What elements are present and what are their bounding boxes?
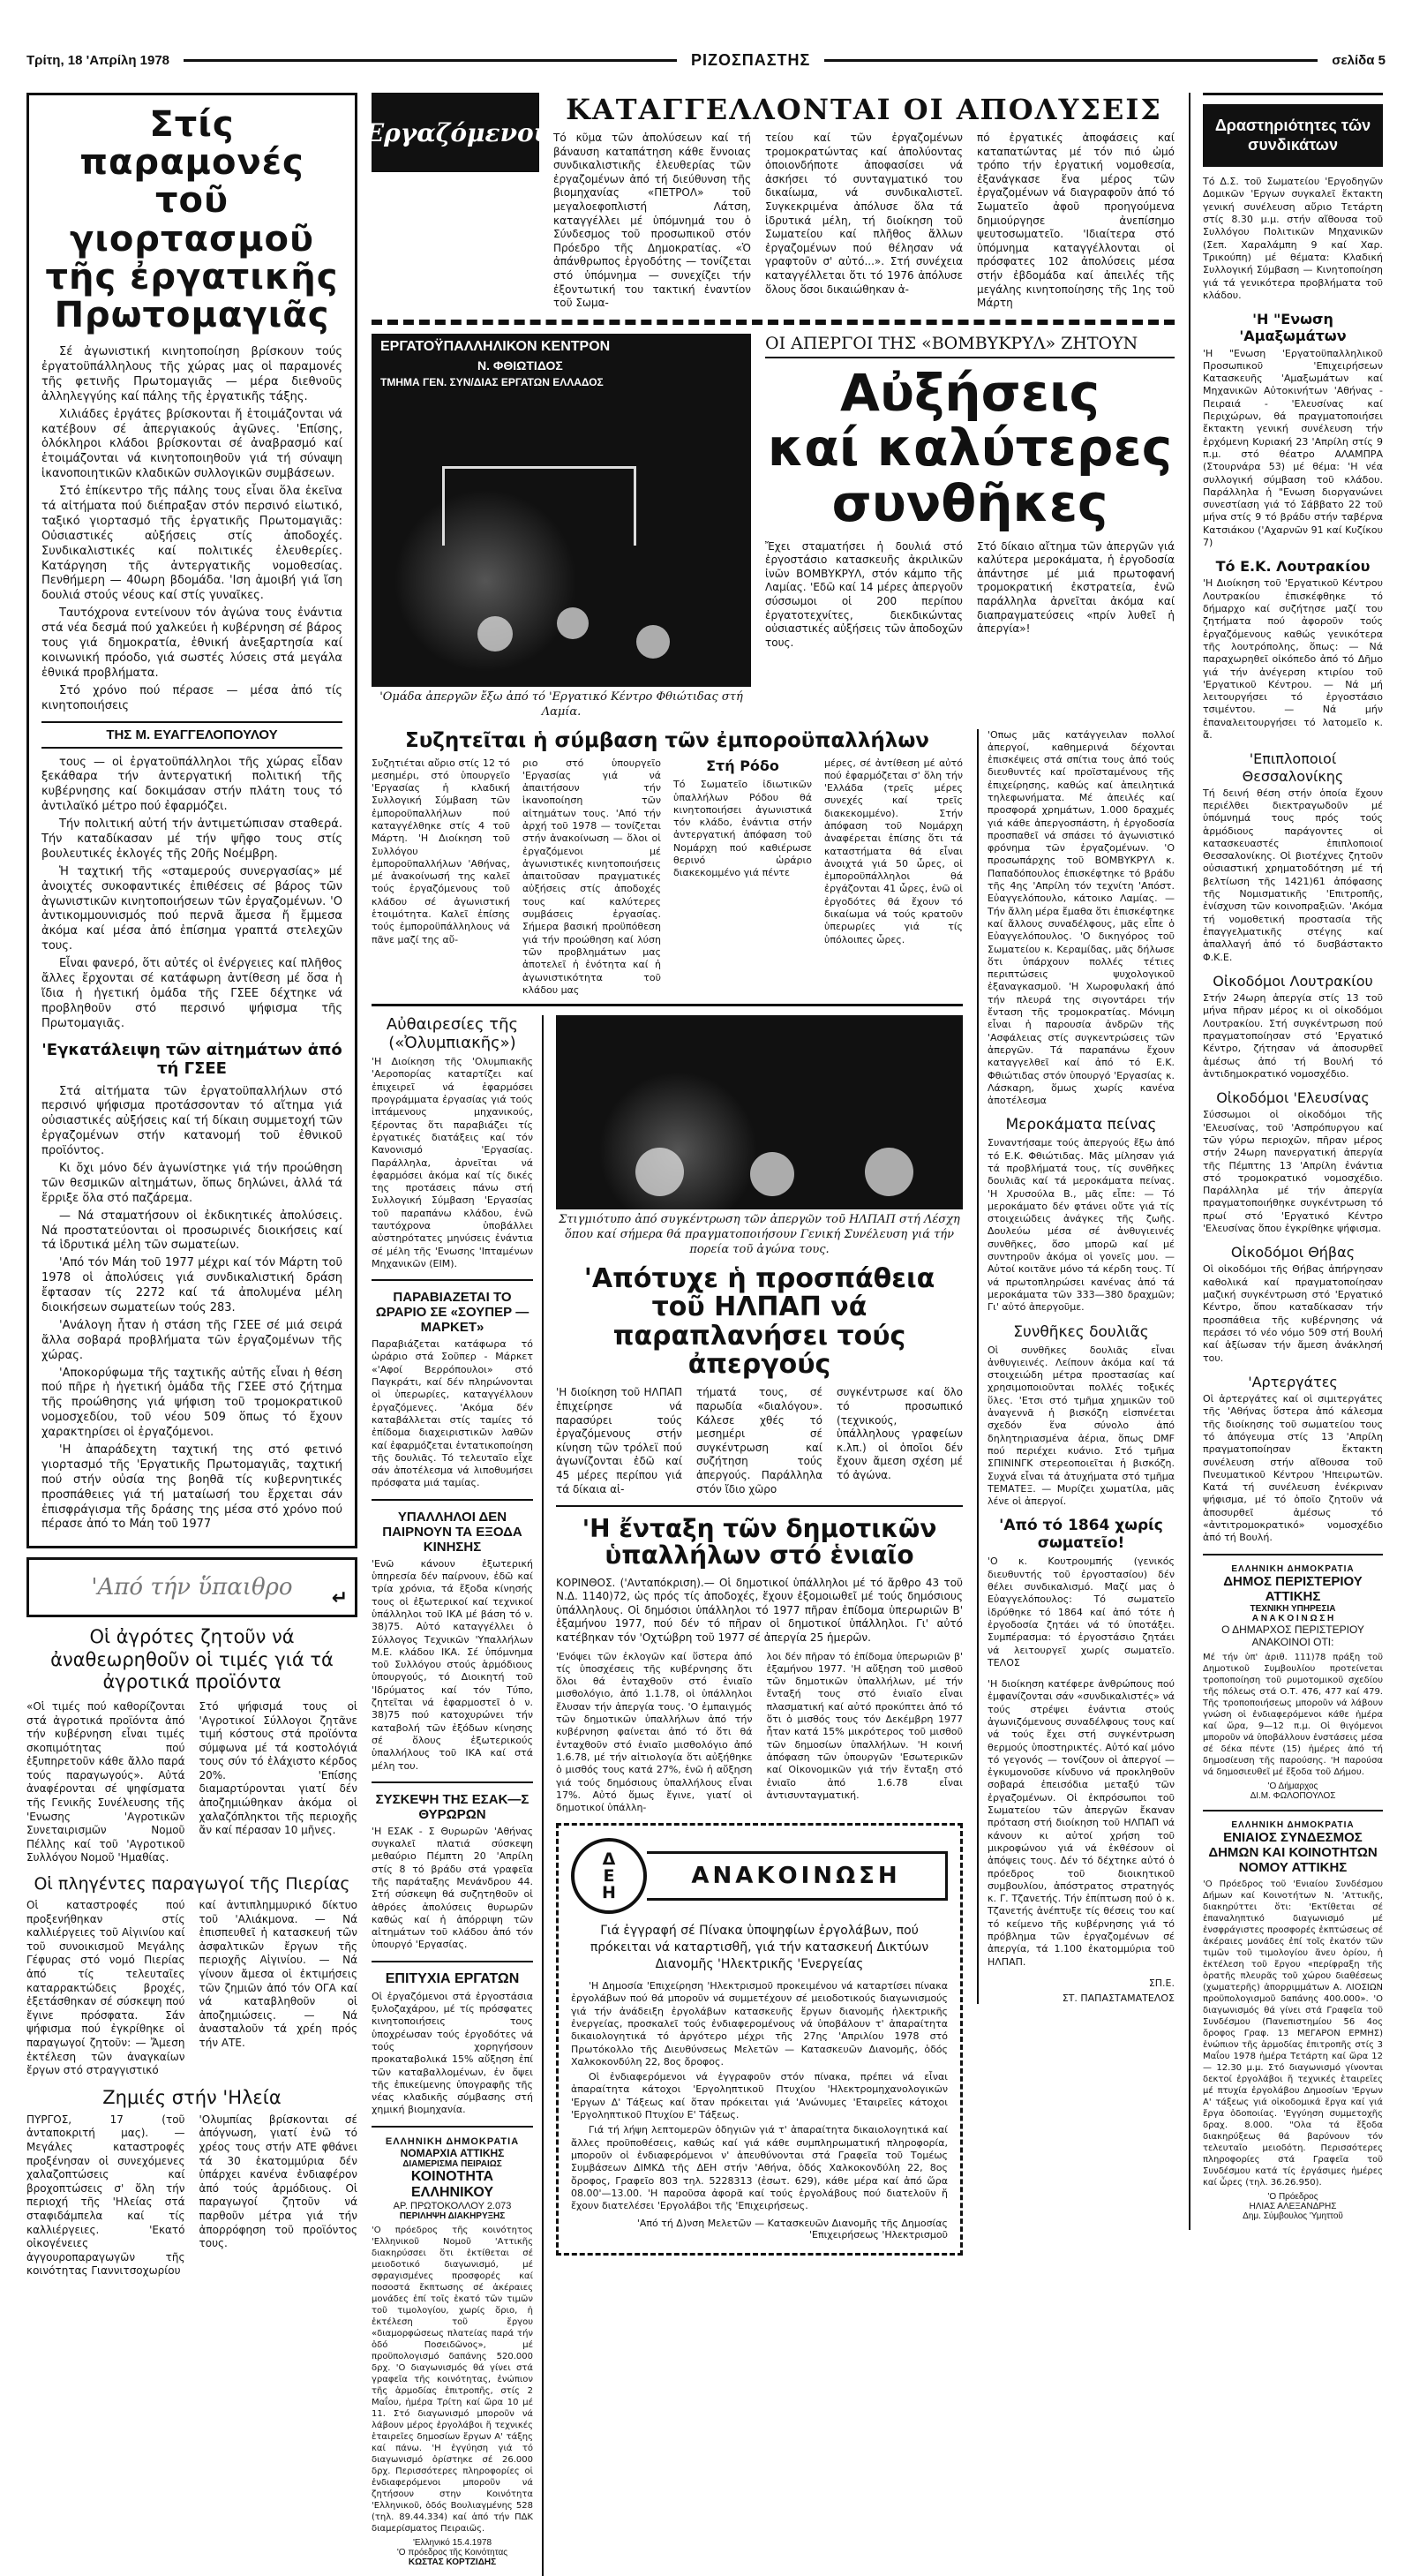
agrotes-body bbox=[26, 1700, 357, 1865]
masthead bbox=[26, 51, 1386, 70]
dashed-divider bbox=[372, 320, 1175, 325]
syndesmos-text: 'Ο Πρόεδρος τοῦ 'Ενιαίου Συνδέσμου Δήμων καί Κοινοτήτων Ν. 'Αττικῆς, διακηρύττει ὅτι: 'Εκτίθεται σέ ἐπαναληπτικό διαγωνισμό μέ ἐνσφράγιστες προσφορές ἐκπτώσεως σέ ἀκέραιες μονάδες ἐπί τοῖς ἑκατόν τῶν τιμῶν τοῦ τιμολογίου ἄνευ ὁρίου, ἡ ἐκτέλεση τοῦ ἔργου «περίφραξη τῆς ὁρατῆς πλευρᾶς τοῦ χώρου διαθέσεως (χωματερῆς) ἀπορριμμάτων Α. ΛΙΟΣΙΩΝ προϋπολογισμοῦ δαπάνης 400.000». 'Ο διαγωνισμός θά γίνει στά Γραφεῖα τοῦ Συνδέσμου (Πανεπιστημίου 56 4ος ὄροφος Γραφ. 13 ΜΕΓΑΡΟΝ ΕΡΜΗΣ) ἐνώπιον τῆς ἁρμοδίας ἐπιτροπῆς στίς 3 Μαΐου 1978 ἡμέρα Τετάρτη καί ὥρα 12 — 12.30 μ.μ. Στό διαγωνισμό γίνονται δεκτοί ἐργολάβοι ἤ τεχνικές ἑταιρεῖες μέ πτυχία ἐργολάβου Δημοσίων 'Εργων Α' τάξεως γιά οἰκοδομικά ἔργα καί γιά ἔργα ὁδοποιίας. 'Εγγύηση συμμετοχῆς δραχ. 8.000. "Ολα τά ἔξοδα διακηρύξεως θά βαρύνουν τόν τελευταῖο μειοδότη. Περισσότερες πληροφορίες στά Γραφεῖα τοῦ Συνδέσμου κατά τίς ἐργάσιμες ἡμέρες καί ὧρες (τηλ. 36.26.950). bbox=[1203, 1879, 1383, 2188]
syndicate-item-title: 'Επιπλοποιοί Θεσσαλονίκης bbox=[1242, 750, 1344, 785]
dimotikoi-article bbox=[556, 1516, 963, 1814]
ilpap-body bbox=[556, 1386, 963, 1496]
dimotikoi-body bbox=[556, 1651, 963, 1815]
signoff-spe: ΣΠ.Ε. bbox=[1148, 1977, 1175, 1989]
lead-article-body2 bbox=[41, 1085, 342, 1533]
body-paragraph: τους — οἱ ἐργατοϋπάλληλοι τῆς χώρας εἶδαν ξεκάθαρα τήν ἀντεργατική πολιτική τῆς κυβέρνησης καί δοκιμάσαν στήν πλάτη τους τό ἀντιλαϊκό μέτρο πού ἐφαρμόζει. bbox=[41, 755, 342, 814]
masthead-rule-right bbox=[824, 59, 1318, 62]
notice-line: ΠΕΡΙΛΗΨΗ ΔΙΑΚΗΡΥΞΗΣ bbox=[399, 2211, 506, 2221]
dei-title-frame bbox=[647, 1851, 948, 1901]
olympiaki-text: 'Η Διοίκηση τῆς 'Ολυμπιακῆς 'Αεροπορίας καταρτίζει καί ἐπιχειρεῖ νά ἐφαρμόσει προγράμματα ἐργασίας γιά τούς ἱπτάμενους μηχανικούς, ξέροντας ὅτι παραβιάζει τίς ἐργατικές διατάξεις καί τόν Κανονισμό 'Εργασίας. Παράλληλα, ἀρνεῖται νά ἐφαρμόσει ἀκόμα καί τίς δικές της προτάσεις πάνω στή Συλλογική Σύμβαση 'Εργασίας τοῦ παραπάνω κλάδου, ἐνῶ ταυτόχρονα ὑποβάλλει αὐστηρότατες μηνύσεις ἐνάντια σέ μέλη τῆς 'Ενωσης 'Ιπταμένων Μηχανικῶν (ΕΙΜ). bbox=[372, 1056, 533, 1269]
ilpap-col: συγκέντρωσε καί ὅλο τό προσωπικό (τεχνικούς, ὑπάλληλους γραφείων κ.λπ.) οἱ ὁποῖοι δέν ἔχουν ἄμεση σχέση μέ τό ἀγώνα. bbox=[837, 1386, 963, 1481]
emporoupalliloi-col: μέρες, σέ ἀντίθεση μέ αὐτό πού ἐφαρμόζεται σ' ὅλη τήν 'Ελλάδα (τρεῖς μέρες συνεχές καί τρεῖς διακεκομμένο). Στήν ἀπόφαση τοῦ Νομάρχη ἀναφέρεται ἐπίσης ὅτι τά καταστήματα θά εἶναι ἀνοιχτά γιά 50 ὧρες, οἱ ἐμποροϋπάλληλοι θά ἐργάζονται 41 ὧρες, ἐνῶ οἱ ἐργοδότες θά ἔχουν τό δικαίωμα νά τούς κρατοῦν ὑπερωρίες γιά τίς ὑπόλοιπες ὧρες. bbox=[824, 757, 963, 945]
divider bbox=[372, 1781, 533, 1783]
koinotita-sign-name: ΚΩΣΤΑΣ ΚΟΡΤΖΙΔΗΣ bbox=[408, 2557, 497, 2567]
epityxia-article bbox=[372, 1971, 533, 2117]
thyroroi-title: ΣΥΣΚΕΨΗ ΤΗΣ ΕΣΑΚ—Σ ΘΥΡΩΡΩΝ bbox=[375, 1791, 530, 1822]
peristeri-signoff bbox=[1203, 1781, 1383, 1801]
katagellontai-col: Τό κῦμα τῶν ἀπολύσεων καί τή βάναυση καταπάτηση κάθε ἔννοιας συνδικαλιστικῆς ἐλευθερίας τῶν ἐργαζομένων ἀπό τή διεύθυνση τῆς βιομηχανίας «ΠΕΤΡΟΛ» τοῦ μεγαλοεφοπλιστή Λάτση, καταγγέλλει μέ ὑπόμνημά του ὁ Σύνδεσμος τοῦ προσωπικοῦ στόν Πρόεδρο τῆς Δημοκρατίας. «Ὁ ἀπάνθρωπος ἐργοδότης — τονίζεται στό ὑπόμνημα — συνεχίζει τήν ἐξοντωτική του τακτική ἐναντίον τοῦ Σωμα- bbox=[553, 132, 751, 310]
lead-article-box bbox=[26, 93, 357, 1548]
syndicates-intro: Τό Δ.Σ. τοῦ Σωματείου 'Εργοδηγῶν Δομικῶν 'Εργων συγκαλεῖ ἔκτακτη γενική συνέλευση αὔριο Τετάρτη στίς 8.30 μ.μ. στήν αἴθουσα τοῦ Συλλόγου Πολιτικῶν Μηχανικῶν (Σεπ. Χαραλάμπη 9 καί Χαρ. Τρικούπη) μέ θέματα: Κλαδική Συλλογική Σύμβαση — Κινητοποίηση γιά τά γενικότερα προβλήματα τοῦ κλάδου. bbox=[1203, 176, 1383, 301]
photo-figure bbox=[636, 625, 670, 659]
lead-article-body bbox=[41, 756, 342, 1032]
syndicate-item bbox=[1203, 973, 1383, 1081]
syndicate-item-text: Τή δεινή θέση στήν ὁποία ἔχουν περιέλθει διεκτραγωδοῦν μέ ὑπόμνημά τους πρός τούς ἁρμόδιους παράγοντες οἱ κατασκευαστές ἐπιπλοποιοί Θεσσαλονίκης. Οἱ βιοτέχνες ζητοῦν οὐσιαστική χρηματοδότηση μέ τή βελτίωση τῆς 1421)61 ἀπόφασης τῆς Νομισματικῆς 'Επιτροπῆς, ἐνίσχυση τῶν κοινοπραξιῶν. 'Ακόμα τή νομοθετική προστασία τῆς ἐπαγγελματικῆς στέγης καί ἀπαλλαγή ἀπό τό δυσβάστακτο Φ.Κ.Ε. bbox=[1203, 787, 1383, 963]
agrotes-article bbox=[26, 1626, 357, 2278]
koinotita-notice-block bbox=[372, 2136, 533, 2567]
syndicate-item bbox=[1203, 1374, 1383, 1545]
dei-subtitle: Γιά ἐγγραφή σέ Πίνακα ὑποψηφίων ἐργολάβων, πού πρόκειται νά καταρτισθῆ, γιά τήν κατασκευή Δικτύων Διανομῆς 'Ηλεκτρικῆς 'Ενεργείας bbox=[590, 1924, 929, 1972]
katagellontai-col: πό ἐργατικές ἀποφάσεις καί καταπατώντας μέ τόν πιό ὠμό τρόπο τήν ἐργατική νομοθεσία, ἐξανάγκασε ἕνα μέρος τῶν ἐργαζομένων νά διαγραφοῦν ἀπό τό Σωματεῖο ἀφοῦ προηγούμενα δημιούργησε ἀνεπίσημο ψευτοσωματεῖο. 'Ιδιαίτερα στό ὑπόμνημα καταγγέλλονται οἱ πρόσφατες 102 ἀπολύσεις μέσα στήν ἐβδομάδα καί ἀπειλές τῆς μεγάλης κινητοποίησης τῆς 1ης τοῦ Μάρτη bbox=[977, 132, 1175, 310]
notice-line: ΑΤΤΙΚΗΣ bbox=[1265, 1588, 1321, 1604]
thyroroi-text: 'Η ΕΣΑΚ - Σ Θυρωρῶν 'Αθήνας συγκαλεῖ πλατιά σύσκεψη μεθαύριο Πέμπτη 20 'Απρίλη στίς 8 τό βράδυ στά γραφεῖα τῆς παράταξης Μενάνδρου 44. Στή σύσκεψη θά συζητηθοῦν οἱ ἀθρόες ἀπολύσεις θυρωρῶν καθώς καί ἡ ἀπόρριψη τῶν αἰτημάτων τοῦ κλάδου ἀπό τόν ὑπουργό 'Εργασίας. bbox=[372, 1825, 533, 1951]
body-paragraph: — Νά σταματήσουν οἱ ἐκδικητικές ἀπολύσεις. Νά προστατεύονται οἱ προσωρινές διοικήσεις καί τά ἱδρυτικά μέλη τῶν σωματείων. bbox=[41, 1209, 342, 1253]
agrotes-col: «Οἱ τιμές πού καθορίζονται στά ἀγροτικά προϊόντα ἀπό τήν κυβέρνηση εἶναι τιμές σκοπιμότητας πού ἐξυπηρετοῦν κάθε ἄλλο παρά τούς παραγωγούς». Αὐτά ἀναφέρονται σέ ψηφίσματα τῆς Γενικῆς Συνέλευσης τῆς 'Ενωσης 'Αγροτικῶν Συνεταιρισμῶν Νομοῦ Πέλλης καί τοῦ 'Αγροτικοῦ Συλλόγου Νομοῦ 'Ημαθίας. bbox=[26, 1699, 185, 1864]
vomvykryl-sub3-text: 'Ο κ. Κουτρουμπής (γενικός διευθυντής τοῦ ἐργοστασίου) δέν θέλει συνδικαλισμό. Μαζί μας ὁ Εὐαγγελόπουλος: Τό σωματεῖο ἱδρύθηκε τό 1864 καί ἀπό τότε ἡ ἐργοδοσία ζητάει νά τό ὑποτάξει. Συμπέρασμα: τό ἐργοστάσιο ζητάει νά λειτουργεῖ χωρίς σωματεῖο. ΤΕΛΟΣ bbox=[988, 1555, 1175, 1668]
vomvykryl-sub1: Μεροκάματα πείνας bbox=[1005, 1116, 1157, 1134]
body-paragraph: Ἡ ταχτική τῆς «σταμερούς συνεργασίας» μέ ἀνοιχτές συκοφαντικές ἐπιθέσεις σέ βάρος τῶν ἀγωνιστικῶν κινητοποιήσεων τῶν ἐργαζομένων. 'Ο ἀντικομμουνισμός πού περνᾶ ἄμεσα ἤ ἔμμεσα ἀκόμα καί μέσα ἀπό ἐπίσημα γραπτά στελεχῶν τους. bbox=[41, 864, 342, 953]
syndicate-item-text: Οἱ ἀρτεργάτες καί οἱ σιμιτεργάτες τῆς 'Αθήνας ὕστερα ἀπό κάλεσμα τῆς διοίκησης τοῦ σωματείου τους τό ἀπόγευμα στίς 13 'Απρίλη πραγματοποίησαν ἔκτακτη συνέλευση στήν αἴθουσα τοῦ Πνευματικοῦ Κέντρου 'Ηπειρωτῶν. Κατά τή συνέλευση ἐνέκριναν ψήφισμα, μέ τό ὁποῖο ζητοῦν νά ἀποσυρθεῖ ἀμέσως τό «ἀντιτρομοκρατικό» νομοσχέδιο ἀπό τή Βουλή. bbox=[1203, 1393, 1383, 1544]
middle-column bbox=[364, 93, 1175, 2576]
vomvykryl-kicker: ΟΙ ΑΠΕΡΓΟΙ ΤΗΣ «ΒΟΜΒΥΚΡΥΛ» ΖΗΤΟΥΝ bbox=[765, 334, 1175, 358]
katagellontai-row bbox=[364, 93, 1175, 311]
syndesmos-notice-block bbox=[1203, 1820, 1383, 2221]
ilpap-article bbox=[556, 1015, 963, 1496]
syndicates-header bbox=[1203, 104, 1383, 167]
notice-line: Α Ν Α Κ Ο Ι Ν Ω Σ Η bbox=[1251, 1613, 1334, 1623]
syndicates-header-label: Δραστηριότητες τῶν συνδικάτων bbox=[1214, 117, 1371, 154]
emporoupalliloi-body bbox=[372, 757, 963, 998]
notice-line: ΑΡ. ΠΡΩΤΟΚΟΛΛΟΥ 2.073 bbox=[393, 2200, 512, 2211]
syndicates-list bbox=[1203, 311, 1383, 1544]
supermarket-title: ΠΑΡΑΒΙΑΖΕΤΑΙ ΤΟ ΩΡΑΡΙΟ ΣΕ «ΣΟΥΠΕΡ — ΜΑΡΚΕΤ» bbox=[375, 1290, 530, 1336]
middle-lower-main bbox=[372, 729, 963, 2576]
syndicate-item bbox=[1203, 1244, 1383, 1365]
intro-paragraph: Σέ ἀγωνιστική κινητοποίηση βρίσκουν τούς ἐργατοϋπάλληλους τῆς χώρας μας οἱ παραμονές τῆς φετινῆς Πρωτομαγιᾶς — μέρα διεθνοῦς ἀλληλεγγύης καί πάλης τῆς ἐργατικῆς τάξης. bbox=[41, 345, 342, 403]
dei-paragraph: 'Η Δημοσία 'Επιχείρηση 'Ηλεκτρισμοῦ προκειμένου νά καταρτίσει πίνακα ἐργολάβων πού θά μποροῦν νά συμμετέχουν σέ μειοδοτικούς διαγωνισμούς γιά τήν ἀνάδειξη ἐργολάβων κατασκευῆς ἔργων διανομῆς ἠλεκτρικῆς ἐνεργείας, προσκαλεῖ τούς ἐνδιαφερομένους νά ὑποβάλουν τ' ἀπαραίτητα δικαιολογητικά τό ἀργότερο μέχρι τῆς 27ης 'Απριλίου 1978 στό Πρωτόκολλο τῆς Διευθύνσεως Μελετῶν — Κατασκευῶν Διανομῆς, ὁδός Χαλκοκονδύλη 22, 8ος ὄροφος. bbox=[571, 1980, 948, 2068]
notice-line: ΤΕΧΝΙΚΗ ΥΠΗΡΕΣΙΑ bbox=[1250, 1603, 1336, 1614]
agrotes-title: Οἱ ἀγρότες ζητοῦν νά ἀναθεωρηθοῦν οἱ τιμές γιά τά ἀγροτικά προϊόντα bbox=[50, 1626, 334, 1692]
epityxia-title: ΕΠΙΤΥΧΙΑ ΕΡΓΑΤΩΝ bbox=[385, 1970, 520, 1986]
pieria-col: Οἱ καταστροφές πού προξενήθηκαν στίς καλλιέργειες τοῦ Αἰγινίου καί τοῦ συνοικισμοῦ Μεγάλης Γέφυρας στό νομό Πιερίας ἀπό τίς τελευταῖες καταρρακτώδεις βροχές, ἐξετάσθηκαν σέ σύσκεψη πού ἔγινε πρόσφατα. Σάν ψήφισμα πού ἐγκρίθηκε οἱ παραγωγοί ζητοῦν: — Ἄμεση ἐκτέλεση τῶν ἀναγκαίων ἔργων στό στραγγιστικό bbox=[26, 1899, 185, 2077]
katagellontai-article bbox=[553, 93, 1175, 311]
divider bbox=[372, 1279, 533, 1281]
vomvykryl-sub1-text: Συναντήσαμε τούς ἀπεργούς ἔξω ἀπό τό Ε.Κ. Φθιώτιδας. Μᾶς μίλησαν γιά τά προβλήματά τους, τίς συνθῆκες δουλιᾶς καί τά μεροκάματα πείνας. 'Η Χρυσούλα Β., μᾶς εἶπε: — Τό μεροκάματο δέν φτάνει οὔτε γιά τίς στοιχειώδεις ἀνάγκες τῆς ζωῆς. Δουλεύω μέσα σέ ἀνθυγιεινές συνθῆκες, ὅσο μπορῶ καί μέ συντηροῦν ἀκόμα οἱ γονεῖς μου. — Αὐτοί κοιτᾶνε μόνο τά κέρδη τους. Τί νά πρωτοπληρώσει κανένας ἀπό τά μεροκάματα τῶν 333—380 δραχμῶν; Γι' αὐτό ἀπεργοῦμε. bbox=[988, 1137, 1175, 1314]
dei-body bbox=[571, 1980, 948, 2212]
notice-line: ΕΛΛΗΝΙΚΗ ΔΗΜΟΚΡΑΤΙΑ bbox=[385, 2135, 520, 2147]
dimotikoi-col: λοι δέν πῆραν τό ἐπίδομα ὑπερωριῶν β' ἑξαμήνου 1977. 'Η αὔξηση τοῦ μισθοῦ τῶν δημοτικῶν ὑπαλλήλων, μέ τήν ἔνταξή τους στό ἑνιαῖο εἶναι πλασματική καί αὐτό προκύπτει ἀπό τό ὅτι ὁ μισθός τους τόν Δεκέμβρη 1977 ἦταν κατά 15% μικρότερος τοῦ μισθοῦ τῶν δημοσίων ὑπαλλήλων. 'Η κοινή ἀπόφαση τῶν ὑπουργῶν 'Εσωτερικῶν καί Οἰκονομικῶν γιά τήν ἔνταξη στό ἑνιαῖο ἀπό 1.6.78 εἶναι ἀντισυνταγματική. bbox=[766, 1650, 963, 1801]
photo-banner-line3: ΤΜΗΜΑ ΓΕΝ. ΣΥΝ/ΔΙΑΣ ΕΡΓΑΤΩΝ ΕΛΛΑΔΟΣ bbox=[380, 375, 604, 388]
syndicate-item-title: Οἰκοδόμοι 'Ελευσίνας bbox=[1216, 1089, 1370, 1107]
katagellontai-body bbox=[553, 132, 1175, 311]
photo-lamia-block bbox=[372, 334, 751, 720]
intro-paragraph: Στό ἐπίκεντρο τῆς πάλης τους εἶναι ὅλα ἐκεῖνα τά αἰτήματα πού διέπραξαν στόν περσινό εἰωτικό, ταξικό γιορτασμό τῆς ἐργατικῆς Πρωτομαγιᾶς: Οὐσιαστικές αὐξήσεις στίς ἀποδοχές. Συνδικαλιστικές καί πολιτικές ἐλευθερίες. Κατάργηση τῆς ἀντεργατικῆς νομοθεσίας. Πενθήμερη — 40ωρη βδομάδα. 'Ιση ἀμοιβή γιά ἴση δουλιά στούς νέους καί στίς γυναῖκες. bbox=[41, 485, 342, 603]
ileia-col: 'Ολυμπίας βρίσκονται σέ ἀπόγνωση, γιατί ἐνῶ τό χρέος τους στήν ΑΤΕ φθάνει τά 30 ἑκατομμύρια δέν ὑπάρχει κανένα ἐνδιαφέρον ἀπό τούς ἁρμόδιους. Οἱ παραγωγοί ζητοῦν νά παρθοῦν μέτρα γιά τήν ἀπορρόφηση τοῦ προϊόντος τους. bbox=[199, 2113, 357, 2250]
peristeri-sign-title: 'Ο Δήμαρχος bbox=[1267, 1781, 1318, 1791]
ika-text: 'Ενῶ κάνουν ἐξωτερική ὑπηρεσία δέν παίρνουν, ἐδῶ καί τρία χρόνια, τά ἔξοδα κίνησής τους οἱ ἐξωτερικοί καί τεχνικοί ὑπάλληλοι τοῦ ΙΚΑ μέ βάση τό ν. 38)75. Αὐτό καταγγέλλει ὁ Σύλλογος Τεχνικῶν 'Υπαλλήλων Μ.Ε. κλάδου ΙΚΑ. Σέ ὑπόμνημα τοῦ Συλλόγου στούς ἁρμόδιους ὑπουργούς, τό Διοικητή τοῦ 'Ιδρύματος καί τόν Τύπο, ζητεῖται νά ἐφαρμοστεῖ ὁ ν. 38)75 πού κατοχυρώνει τήν καταβολή τῶν ἐξόδων κίνησης σέ ὅλους ἐξωτερικούς ὑπαλλήλους τοῦ ΙΚΑ καί στά μέλη του. bbox=[372, 1557, 533, 1772]
vomvykryl-row bbox=[372, 334, 1175, 720]
vomvykryl-sub2: Συνθῆκες δουλιᾶς bbox=[1013, 1322, 1149, 1341]
notice-line: ΔΗΜΩΝ ΚΑΙ ΚΟΙΝΟΤΗΤΩΝ bbox=[1208, 1844, 1378, 1860]
koinotita-sign-title: 'Ο πρόεδρος τῆς Κοινότητας bbox=[396, 2547, 508, 2557]
dei-logo-letter: Ε bbox=[603, 1865, 615, 1886]
ilpap-continued: 'Η διοίκηση κατέφερε ἀνθρώπους πού ἐμφανίζονται σάν «συνδικαλιστές» νά τούς στρέψει ἐνάντια στούς ἀγωνιζόμενους συναδέλφους τους καί νά τούς ἔχει στή συγκέντρωση θερμούς ὑποστηρικτές. Αὐτό καί μόνο τό γεγονός — τονίζουν οἱ ἀπεργοί — ἐγκυμονοῦσε κίνδυνο νά προκληθοῦν σοβαρά ἐπεισόδια μεταξύ τῶν ἐργαζομένων. Οἱ ἐκπρόσωποι τοῦ Σωματείου τῶν ἀπεργῶν ἔκαναν πρόταση στή διοίκηση τοῦ ΗΛΠΑΠ νά κάνουν κι αὐτοί χρήση τοῦ μικροφώνου γιά νά ἐκθέσουν οἱ ἀπόψεις τους. Δέν τό δέχτηκε αὐτό ὁ πρόεδρος τοῦ διοικητικοῦ συμβουλίου, ἀπόστρατος στρατηγός κ. Γ. Τζανετής. Τήν ἐπίπτωση πού ὁ κ. Τζανετής ἀνέπτυξε τίς θέσεις του καί τό κείμενο τῆς κυβέρνησης γιά τό πρόβλημα τῶν ἐργαζομένων σέ ἀπεργία, τά 1.100 ἐκατομμύρια τοῦ ΗΛΠΑΠ. bbox=[988, 1678, 1175, 1968]
return-arrow-icon: ↵ bbox=[331, 1587, 348, 1610]
right-column bbox=[1189, 93, 1383, 2230]
photo-banner-line2: Ν. ΦΘΙΩΤΙΔΟΣ bbox=[477, 358, 563, 373]
body-paragraph: Εἶναι φανερό, ὅτι αὐτές οἱ ἐνέργειες καί πλῆθος ἄλλες ἔρχονται σέ κατάφωρη ἀντίθεση μέ ὅσα ἡ ἴδια ἡ ἡγετική ὁμάδα τῆς ΓΣΕΕ δέχτηκε νά προβληθοῦν στό περσινό ψήφισμα τῆς Πρωτομαγιᾶς. bbox=[41, 957, 342, 1030]
syndicate-item bbox=[1203, 1089, 1383, 1235]
photo-ilpap-meeting bbox=[556, 1015, 963, 1209]
katagellontai-col: τείου καί τῶν ἐργαζομένων τρομοκρατώντας καί ἀπολύοντας ὁποιονδήποτε ἀποφασίσει νά ἀσκήσει τό συνταγματικό του δικαίωμα, νά συνδικαλιστεῖ. Συγκεκριμένα ἀπόλυσε ὅλα τά ἱδρυτικά μέλη, τή διοίκηση τοῦ Σωματείου καί πλῆθος ἄλλων ἐργαζομένων πού θέλησαν νά γραφτοῦν σ' αὐτό...». Στή συνέχεια καταγγέλλεται ὅτι τό 1976 ἀπόλυσε ὅλους ὅσοι δικαιώθηκαν ἀ- bbox=[765, 132, 963, 296]
middle-lower bbox=[372, 729, 1175, 2576]
dimotikoi-title: 'Η ἔνταξη τῶν δημοτικῶν ὑπαλλήλων στό ἑνιαῖο bbox=[582, 1514, 937, 1570]
agrotes-col: Στό ψήφισμά τους οἱ 'Αγροτικοί Σύλλογοι ζητᾶνε τιμή κόστους στά προϊόντα σύμφωνα μέ τά κοστολόγιά τους σύν τό ἐλάχιστο κέρδος 20%. 'Επίσης διαμαρτύρονται γιατί δέν ἀποζημιώθηκαν ἀκόμα οἱ χαλαζόπληκτοι τῆς περιοχῆς ἄν καί πέρασαν 10 μῆνες. bbox=[199, 1699, 357, 1837]
ileia-body bbox=[26, 2113, 357, 2278]
ileia-col: ΠΥΡΓΟΣ, 17 (τοῦ ἀνταποκριτή μας). — Μεγάλες καταστροφές προξένησαν οἱ συνεχόμενες χαλαζοπτώσεις καί βροχοπτώσεις σ' ὅλη τήν περιοχή τῆς 'Ηλείας στά σταφιδάμπελα καί τίς καλλιέργειες. 'Εκατό οἰκογένειες ἀγγουροπαραγωγῶν τῆς κοινότητας Γιαννιτσοχωρίου bbox=[26, 2113, 185, 2278]
notice-line: ΕΛΛΗΝΙΚΗ ΔΗΜΟΚΡΑΤΙΑ bbox=[1231, 1819, 1355, 1830]
notice-line: ΔΙΑΜΕΡΙΣΜΑ ΠΕΙΡΑΙΩΣ bbox=[402, 2158, 502, 2169]
olympiaki-title: Αὐθαιρεσίες τῆς («Ὀλυμπιακῆς») bbox=[386, 1015, 519, 1053]
agrotes-banner bbox=[26, 1557, 357, 1617]
body-paragraph: 'Η ἀπαράδεχτη ταχτική της στό φετινό γιορτασμό τῆς 'Εργατικῆς Πρωτομαγιᾶς, ταχτική πού στήν οὐσία της βοηθᾶ τίς κυβερνητικές προσπάθειες γιά τή ματαίωσή του ἔρχεται σάν ἐπισφράγισμα τῆς δράσης της μέσα στό χρόνο πού πέρασε ἀπό το Μάη τοῦ 1977 bbox=[41, 1443, 342, 1532]
dei-announcement bbox=[556, 1823, 963, 2256]
katagellontai-title: ΚΑΤΑΓΓΕΛΛΟΝΤΑΙ ΟΙ ΑΠΟΛΥΣΕΙΣ bbox=[566, 93, 1162, 126]
photo-caption-lamia: 'Ομάδα ἀπεργῶν ἔξω ἀπό τό 'Εργατικό Κέντρο Φθιώτιδας στή Λαμία. bbox=[379, 689, 743, 719]
left-column bbox=[26, 93, 357, 2287]
middle-lower-split bbox=[372, 1015, 963, 2576]
dei-paragraph: Γιά τή λήψη λεπτομερῶν ὁδηγιῶν γιά τ' ἀπαραίτητα δικαιολογητικά καί ἄλλες προϋποθέσεις, καθώς καί γιά κάθε συμπληρωματική πληροφορία, μποροῦν οἱ ἐνδιαφερόμενοι ν' ἀπευθύνονται στά Γραφεῖα τοῦ Τομέως Συμβάσεων ΔΙΜΚΔ τῆς ΔΕΗ στήν 'Αθήνα, ὁδός Χαλκοκονδύλη 22, 8ος ὄροφος, Γραφεῖο 803 τηλ. 5228313 (ἐσωτ. 629), κάθε μέρα καί ἀπό ὥρα 08.00'—13.00. 'Η παροῦσα ἀφορᾶ καί τούς ἐργολάβους πού διατελοῦν ἤ ἔχουν διατελέσει 'Εργολάβοι τῆς 'Επιχειρήσεως. bbox=[571, 2124, 948, 2212]
photo-banner-line1: ΕΡΓΑΤΟΫΠΑΛΛΗΛΙΚΟΝ ΚΕΝΤΡΟΝ bbox=[380, 338, 611, 354]
masthead-page: σελίδα 5 bbox=[1332, 53, 1386, 68]
intro-paragraph: Ταυτόχρονα εντείνουν τόν ἀγώνα τους ἐνάντια στά νέα δεσμά πού χαλκεύει ἡ κυβέρνηση σέ βάρος τους γιά δημοκρατία, ἐθνική ἀνεξαρτησία καί κοινωνική πρόοδο, γιά σωστές λύσεις στά μεγάλα ἐθνικά προβλήματα. bbox=[41, 606, 342, 680]
byline-rule-bottom bbox=[41, 747, 342, 749]
intro-paragraph: Χιλιάδες ἐργάτες βρίσκονται ἤ ἑτοιμάζονται νά κατέβουν σέ ἀπεργιακούς ἀγῶνες. 'Επίσης, ὁλόκληροι κλάδοι βρίσκονται σέ ἀναβρασμό καί ἑτοιμάζονται νά κινητοποιηθοῦν γιά τή σύναψη ἱκανοποιητικῶν κλαδικῶν συλλογικῶν συμβάσεων. bbox=[41, 407, 342, 481]
peristeri-notice bbox=[1203, 1564, 1383, 1648]
body-paragraph: Κι ὄχι μόνο δέν ἀγωνίστηκε γιά τήν προώθηση τῶν θεσμικῶν αἰτημάτων, ὅπως δηλώνει, ἀλλά τά ἔρριξε ὅλα στό παζάρεμα. bbox=[41, 1161, 342, 1205]
divider bbox=[372, 2126, 533, 2128]
rodos-text: Τό Σωματεῖο ἰδιωτικῶν ὑπαλλήλων Ρόδου θά κινητοποιήσει ἀγωνιστικά τόν κλάδο, ἐνάντια στήν ἀντεργατική ἀπόφαση τοῦ Νομάρχη πού καθιέρωσε θερινό ὡράριο διακεκομμένο γιά πέντε bbox=[673, 779, 812, 879]
short-items-column bbox=[372, 1015, 544, 2576]
photo-figure bbox=[865, 1148, 913, 1196]
syndicate-item bbox=[1203, 311, 1383, 549]
syndesmos-notice bbox=[1203, 1820, 1383, 1875]
pieria-title: Οἱ πληγέντες παραγωγοί τῆς Πιερίας bbox=[34, 1874, 350, 1894]
ileia-title: Ζημιές στήν 'Ηλεία bbox=[102, 2086, 282, 2108]
syndesmos-sign-name: ΗΛΙΑΣ ΑΛΕΞΑΝΔΡΗΣ bbox=[1249, 2201, 1337, 2211]
wide-stack bbox=[556, 1015, 963, 2264]
divider bbox=[372, 1961, 533, 1962]
masthead-rule-left bbox=[184, 59, 677, 62]
vomvykryl-lead-col: Ἔχει σταματήσει ἡ δουλιά στό ἐργοστάσιο κατασκευῆς ἀκριλικῶν ἰνῶν ΒΟΜΒΥΚΡΥΛ, στόν κάμπο τῆς Λαμίας. 'Εδῶ καί 14 μέρες ἀπεργοῦν σύσσωμοι οἱ 200 περίπου ἐργατοτεχνίτες, διεκδικώντας οὐσιαστικές αὐξήσεις τῶν ἀποδοχῶν τους. bbox=[765, 539, 963, 649]
dei-logo-letter: Η bbox=[602, 1882, 616, 1902]
vomvykryl-title-line: Αὐξήσεις bbox=[839, 362, 1100, 423]
koinotita-date: 'Ελληνικό 15.4.1978 bbox=[412, 2537, 492, 2548]
syndicate-item-text: Σύσσωμοι οἱ οἰκοδόμοι τῆς 'Ελευσίνας, τοῦ 'Ασπρόπυργου καί τῶν γύρω περιοχῶν, πῆραν μέρος στήν 24ωρη πανεργατική ἀπεργία τῆς Πέμπτης 13 'Απρίλη ἐνάντια στό τρομοκρατικό νομοσχέδιο. Παράλληλα μέ τήν ἀπεργία πραγματοποιήθηκε συγκέντρωση τό πρωί στό 'Εργατικό Κέντρο 'Ελευσίνας ὅπου ἐγκρίθηκε ψήφισμα. bbox=[1203, 1109, 1383, 1234]
photo-figure bbox=[477, 616, 513, 652]
divider bbox=[556, 1505, 963, 1507]
vomvykryl-title bbox=[765, 362, 1175, 533]
emporoupalliloi-col: Συζητιέται αὔριο στίς 12 τό μεσημέρι, στό ὑπουργεῖο 'Εργασίας ἡ κλαδική Συλλογική Σύμβαση τῶν ἐμποροϋπαλλήλων πού καταγγέλθηκε στίς 4 τοῦ Μάρτη. 'Η Διοίκηση τοῦ Συλλόγου ἐμποροϋπαλλήλων 'Αθήνας, μέ ἀνακοίνωσή της καλεῖ τούς ἐργαζόμενους τοῦ κλάδου σέ ἀγωνιστική ἑτοιμότητα. Καλεῖ ἐπίσης τούς ἐμποροϋπάλληλους νά πᾶνε μαζί της αὔ- bbox=[372, 757, 510, 945]
body-paragraph: Στά αἰτήματα τῶν ἐργατοϋπαλλήλων στό περσινό ψήφισμα προτάσσονταν τό αἴτημα γιά οὐσιαστικές αὐξήσεις καί τή δίκαιη συμμετοχή τῶν ἐργαζομένων στήν κατανομή τοῦ ἐθνικοῦ προϊόντος. bbox=[41, 1084, 342, 1158]
pieria-body bbox=[26, 1899, 357, 2078]
peristeri-notice-block bbox=[1203, 1564, 1383, 1801]
dei-paragraph: Οἱ ἐνδιαφερόμενοι νά ἐγγραφοῦν στόν πίνακα, πρέπει νά εἶναι ἀπαραίτητα κάτοχοι 'Εργοληπτικοῦ Πτυχίου 'Ηλεκτρομηχανολογικῶν 'Εργων Δ' Τάξεως καί ὅταν πρόκειται γιά 'Ανώνυμες 'Εταιρεῖες κάτοχοι 'Εργοληπτικοῦ Πτυχίου Ε' Τάξεως. bbox=[571, 2071, 948, 2121]
agrotes-banner-label: 'Από τήν ὕπαιθρο bbox=[91, 1574, 293, 1601]
dei-title: ΑΝΑΚΟΙΝΩΣΗ bbox=[691, 1863, 901, 1890]
section-logo bbox=[364, 93, 546, 172]
syndicate-item-title: Τό Ε.Κ. Λουτρακίου bbox=[1215, 558, 1371, 576]
vomvykryl-lead-col: Στό δίκαιο αἴτημα τῶν ἀπεργῶν γιά καλύτερα μεροκάματα, ἡ ἐργοδοσία ἀπάντησε μέ μιά πρωτοφανή τρομοκρατική ἐκστρατεία, ἐνῶ παράλληλα ἀρνεῖται ἀκόμα καί διαπραγματεύσεις «πρίν λυθεῖ ἡ ἀπεργία»! bbox=[977, 539, 1175, 636]
syndesmos-signoff bbox=[1203, 2192, 1383, 2221]
photo-window bbox=[442, 466, 636, 546]
syndicate-item-title: 'Η "Ενωση 'Αμαξωμάτων bbox=[1239, 311, 1347, 345]
notice-line: ΔΗΜΟΣ ΠΕΡΙΣΤΕΡΙΟΥ bbox=[1223, 1573, 1363, 1589]
dei-header bbox=[571, 1838, 948, 1914]
notice-line: Ο ΔΗΜΑΡΧΟΣ ΠΕΡΙΣΤΕΡΙΟΥ ΑΝΑΚΟΙΝΟΙ ΟΤΙ: bbox=[1221, 1623, 1364, 1648]
syndicate-item-text: Στήν 24ωρη ἀπεργία στίς 13 τοῦ μήνα πῆραν μέρος κι οἱ οἰκοδόμοι Λουτρακίου. Στή συγκέντρωση πού πραγματοποίησαν στό 'Εργατικό Κέντρο, ζήτησαν νά ἀποσυρθεῖ ἀμέσως ἀπό τή Βουλή τό ἀντιδημοκρατικό νομοσχέδιο. bbox=[1203, 992, 1383, 1080]
syndicate-item-text: 'Η "Ενωση 'Εργατοϋπαλληλικοῦ Προσωπικοῦ 'Επιχειρήσεων Κατασκευῆς 'Αμαξωμάτων καί Μηχανικῶν Αὐτοκινήτων 'Αθήνας - Πειραιά - 'Ελευσίνας καί Περιχώρων, θά πραγματοποιήσει ἔκτακτη γενική συνέλευση τήν ἐρχόμενη Κυριακή 23 'Απρίλη στίς 9 π.μ. στό θέατρο ΑΛΑΜΠΡΑ (Στουρνάρα 53) μέ θέμα: 'Η νέα συλλογική σύμβαση τοῦ κλάδου. Παράλληλα ἡ "Ενωση διοργανώνει συνεστίαση γιά τό Σάββατο 22 τοῦ μήνα στίς 9 τό βράδυ στήν ταβέρνα Κατσιάκου ('Αχαρνῶν 91 καί Κυζίκου 7) bbox=[1203, 347, 1383, 548]
dei-logo bbox=[571, 1838, 647, 1914]
body-paragraph: 'Από τόν Μάη τοῦ 1977 μέχρι καί τόν Μάρτη τοῦ 1978 οἱ ἀπολύσεις γιά συνδικαλιστική δράση ἔφτασαν τίς 2272 καί τά ἀπολυμένα μέλη διοικήσεων σωματείων τούς 283. bbox=[41, 1256, 342, 1314]
dei-logo-letter: Δ bbox=[602, 1849, 616, 1869]
dimotikoi-col: 'Ενόψει τῶν ἐκλογῶν καί ὕστερα ἀπό τίς ὑποσχέσεις τῆς κυβέρνησης ὅτι ὅλοι θά ἐνταχθοῦν στό ἑνιαῖο μισθολόγιο, ἀπό 1.1.78, οἱ ὑπάλληλοι ἔλυσαν τήν ἀπεργία τους. 'Ο ἐμπαιγμός τῶν δημοτικῶν ὑπαλλήλων ἀπό τήν κυβέρνηση φαίνεται ἀπό τό ὅτι θά ἐνταχθοῦν στό ἑνιαῖο μισθολόγιο ἀπό 1.6.78, μέ τήν αἰτιολογία ὅτι αὐξήθηκε ὁ μισθός τους κατά 27%, ἐνῶ ἡ αὔξηση γιά τούς δημόσιους ὑπαλλήλους εἶναι 17%. Αὐτό ὅμως ἔγινε, γιατί οἱ δημοτικοί ὑπάλλη- bbox=[556, 1650, 753, 1814]
notice-line: ΕΝΙΑΙΟΣ ΣΥΝΔΕΣΜΟΣ bbox=[1223, 1829, 1363, 1845]
syndicate-item-text: Οἱ οἰκοδόμοι τῆς Θήβας ἀπήργησαν καθολικά καί πραγματοποίησαν μαζική συγκέντρωση στό 'Εργατικό Κέντρο, ὅπου καταδίκασαν τήν προσπάθεια τῆς κυβέρνησης νά περάσει τό νέο νόμο 509 στή Βουλή καί ἀξίωσαν τήν ἄμεση ἀνάκλησή του. bbox=[1203, 1263, 1383, 1364]
koinotita-text: 'Ο πρόεδρος τῆς κοινότητος 'Ελληνικοῦ Νομοῦ 'Αττικῆς διακηρύσσει ὅτι ἐκτίθεται σέ μειοδοτικό διαγωνισμό, μέ σφραγισμένες προσφορές καί ποσοστά ἔκπτωσης σέ ἀκέραιες μονάδες ἐπί τοῖς ἑκατό τῶν τιμῶν τοῦ τιμολογίου, χωρίς ὅριο, ἡ ἐκτέλεση τοῦ ἔργου «διαμορφώσεως πλατείας παρά τήν ὁδό Ποσειδῶνος», μέ προϋπολογισμό δαπάνης 520.000 δρχ. 'Ο διαγωνισμός θά γίνει στά γραφεῖα τῆς κοινότητας, ἐνώπιον τῆς ἁρμοδίας ἐπιτροπῆς, στίς 2 Μαΐου, ἡμέρα Τρίτη καί ὥρα 10 μέ 11. Στό διαγωνισμό μποροῦν νά λάβουν μέρος ἐργολάβοι ἤ τεχνικές ἑταιρεῖες δημοσίων ἔργων Α' τάξης καί πάνω. 'Η ἐγγύηση γιά τό διαγωνισμό ὁρίστηκε σέ 26.000 δρχ. Περισσότερες πληροφορίες οἱ ἐνδιαφερόμενοι μποροῦν νά ζητήσουν στην Κοινότητα 'Ελληνικοῦ, ὁδός Βουλιαγμένης 528 (τηλ. 89.44.334) καί ἀπό τήν ΠΔΚ διαμερίσματος Πειραιῶς. bbox=[372, 2225, 533, 2534]
vomvykryl-sub3: 'Από τό 1864 χωρίς σωματεῖο! bbox=[999, 1517, 1163, 1553]
photo-caption-ilpap: Στιγμιότυπο ἀπό συγκέντρωση τῶν ἀπεργῶν τοῦ ΗΛΠΑΠ στή Λέσχη ὅπου καί σήμερα θά πραγματοποιήσουν Γενική Συνέλευση γιά τήν πορεία τοῦ ἀγώνα τους. bbox=[559, 1213, 960, 1256]
vomvykryl-side-text: 'Οπως μᾶς κατάγγειλαν πολλοί ἀπεργοί, καθημερινά δέχονται ἐπισκέψεις στά σπίτια τους ἀπό τούς διευθυντές καί προϊσταμένους τῆς ἐπιχείρησης, καθώς καί ἀπειλητικά τηλεφωνήματα. Μέ ἀπειλές καί προσφορά χρημάτων, 1.000 δραχμές γιά κάθε ἀπεργοσπάστη, ἡ ἐργοδοσία προσπαθεῖ νά σπάσει τό ἀγωνιστικό φρόνημα τῶν ἐργαζομένων. 'Ο προσωπάρχης τοῦ ΒΟΜΒΥΚΡΥΛ κ. Παπαδόπουλος ἐπισκέφτηκε τό βράδυ τῆς 4ης 'Απρίλη τόν τεχνίτη 'Απόστ. Εὐαγγελόπουλο, κάτοικο Λαμίας. — Τήν ἄλλη μέρα ἔμαθα ὅτι ἐπισκέφτηκε καί ἄλλους συναδέλφους, μᾶς εἶπε ὁ Εὐαγγελόπουλος. 'Ο δικηγόρος τοῦ Σωματείου κ. Κεραμίδας, μᾶς δήλωσε ὅτι ὑπάρχουν πολλές τέτιες περιπτώσεις ψυχολογικοῦ ἐξαναγκασμοῦ. 'Η Χωροφυλακή ἀπό τήν πλευρά της σιγοντάρει τήν ἔνταση τῆς τρομοκρατίας. Μόνιμη εἶναι ἡ παρουσία ἀνδρῶν τῆς 'Ασφάλειας στίς συγκεντρώσεις τῶν ἀπεργῶν. Τά παραπάνω ἔχουν καταγγελθεῖ καί ἀπό τό Ε.Κ. Φθιώτιδας στόν ὑπουργό 'Εργασίας κ. Λάσκαρη, ὅμως χωρίς κανένα ἀποτέλεσμα bbox=[988, 728, 1175, 1107]
koinotita-notice bbox=[372, 2136, 533, 2221]
notice-line: ΝΟΜΟΥ ΑΤΤΙΚΗΣ bbox=[1238, 1859, 1348, 1875]
body-paragraph: 'Αποκορύφωμα τῆς ταχτικῆς αὐτῆς εἶναι ἡ θέση πού πῆρε ἡ ἡγετική ὁμάδα τῆς ΓΣΕΕ στό ζήτημα τῆς προώθησης γιά ψήφιση τοῦ τρομοκρατικοῦ νομοσχεδίου, τοῦ νέου 509 ὅπως τό ἔχουν χαρακτηρίσει οἱ ἐργαζόμενοι. bbox=[41, 1366, 342, 1440]
ilpap-col: 'Η διοίκηση τοῦ ΗΛΠΑΠ ἐπιχείρησε νά παρασύρει τούς ἐργαζόμενους στήν κίνηση τῶν τρόλεϊ πού ἀγωνίζονται ἐδῶ καί 45 μέρες περίπου γιά τά δίκαια αἰ- bbox=[556, 1386, 682, 1495]
ilpap-title: 'Απότυχε ἡ προσπάθεια τοῦ ΗΛΠΑΠ νά παραπλανήσει τούς ἀπεργούς bbox=[583, 1262, 935, 1380]
photo-figure bbox=[750, 1152, 794, 1196]
lead-article-title: Στίς παραμονές τοῦ γιορτασμοῦ τῆς ἐργατικῆς Πρωτομαγιᾶς bbox=[45, 104, 339, 335]
syndicate-item bbox=[1203, 558, 1383, 742]
emporoupalliloi-title: Συζητεῖται ἡ σύμβαση τῶν ἐμποροϋπαλλήλων bbox=[405, 728, 929, 752]
emporoupalliloi-col: ριο στό ὑπουργεῖο 'Εργασίας γιά νά ἀπαιτήσουν τήν ἱκανοποίηση τῶν αἰτημάτων τους. 'Από τήν ἀρχή τοῦ 1978 — τονίζεται στήν ἀνακοίνωση — ὅλοι οἱ ἐργαζόμενοι μέ ἀγωνιστικές κινητοποιήσεις ἀπαιτοῦσαν πραγματικές αὐξήσεις στίς ἀποδοχές τους καί καλύτερες συμβάσεις ἐργασίας. Σήμερα βασική προϋπόθεση γιά τήν προώθηση καί λύση τῶν προβλημάτων μας ἀποτελεῖ ἡ ἑνότητα καί ἡ ἀγωνιστικότητα τοῦ κλάδου μας bbox=[522, 757, 661, 996]
lead-article-intro bbox=[41, 345, 342, 713]
vomvykryl-side-column bbox=[977, 729, 1175, 2004]
photo-figure bbox=[557, 607, 589, 639]
emporoupalliloi-rule bbox=[372, 1004, 963, 1006]
pieria-col: καί ἀντιπλημμυρικό δίκτυο τοῦ 'Αλιάκμονα. — Νά ἐπισπευθεῖ ἡ κατασκευή τῶν ἀσφαλτικῶν ἔργων τῆς περιοχῆς Αἰγινίου. — Νά γίνουν ἄμεσα οἱ ἐκτιμήσεις τῶν ζημιῶν ἀπό τόν ΟΓΑ καί νά καταβληθοῦν οἱ ἀποζημιώσεις. — Νά ἀνασταλοῦν τά χρέη πρός τήν ΑΤΕ. bbox=[199, 1899, 357, 2049]
section-logo-label: Εργαζόμενοι bbox=[364, 117, 546, 147]
lead-article-byline: ΤΗΣ Μ. ΕΥΑΓΓΕΛΟΠΟΥΛΟΥ bbox=[106, 727, 278, 742]
epityxia-text: Οἱ ἐργαζόμενοι στά ἐργοστάσια ξυλοζαχάρου, μέ τίς πρόσφατες κινητοποιήσεις τους ὑποχρέωσαν τούς ἐργοδότες νά τούς χορηγήσουν προκαταβολικά 15% αὔξηση ἐπί τῶν καταβαλλομένων, ἐν ὄψει τῆς ἐπικείμενης ὑπογραφῆς τῆς νέας κλαδικῆς σύμβασης στή χημική βιομηχανία. bbox=[372, 1990, 533, 2116]
syndicate-item-title: Οἰκοδόμοι Λουτρακίου bbox=[1213, 972, 1373, 990]
ilpap-col: τήματά τους, σέ παρωδία «διαλόγου». Κάλεσε χθές τό μεσημέρι σέ συγκέντρωση καί συζήτηση τούς ἀπεργούς. Παράλληλα στόν ἴδιο χῶρο bbox=[696, 1386, 822, 1495]
dimotikoi-lead: ΚΟΡΙΝΘΟΣ. ('Ανταπόκριση).— Οἱ δημοτικοί ὑπάλληλοι μέ τό ἄρθρο 43 τοῦ Ν.Δ. 1140)72, ὡς πρός τίς ἀποδοχές, ἔχουν ἐξομοιωθεῖ μέ τούς δημόσιους ὑπάλληλους. Οἱ δημόσιοι ὑπάλληλοι τό 1977 πῆραν ἐπίδομα ὑπερωριῶν Β' ἑξαμήνου 1977, πού δέν τό πῆραν οἱ δημοτικοί ὑπάλληλοι. Γι' αὐτό κατέβηκαν τόν 'Οχτώβρη τοῦ 1977 σέ ἀπεργία 25 ἡμερῶν. bbox=[556, 1576, 963, 1644]
lead-article-subhead: 'Εγκατάλειψη τῶν αἰτημάτων ἀπό τή ΓΣΕΕ bbox=[41, 1040, 342, 1078]
masthead-date: Τρίτη, 18 'Απρίλη 1978 bbox=[26, 53, 170, 68]
dei-sign: 'Από τή Δ)νση Μελετῶν — Κατασκευῶν Διανομῆς τῆς Δημοσίας 'Επιχειρήσεως 'Ηλεκτρισμοῦ bbox=[636, 2218, 948, 2241]
supermarket-text: Παραβιάζεται κατάφωρα τό ὡράριο στά Σοῦπερ - Μάρκετ «'Αφοί Βερρόπουλοι» στό Παγκράτι, καί δέν πληρώνονται οἱ ὑπερωρίες, καταγγέλλουν ἐργαζόμενες. 'Ακόμα δέν καταβάλλεται στίς ταμίες τό ἐπίδομα διαχειριστικῶν λαθῶν καί ἐφαρμόζεται ἐντατικοποίηση τῆς δουλιᾶς. Τό τελευταῖο εἶχε σάν ἀποτέλεσμα νά λιποθυμήσει πρόσφατα μιά ταμίας. bbox=[372, 1338, 533, 1489]
vomvykryl-lead bbox=[765, 540, 1175, 651]
supermarket-article bbox=[372, 1290, 533, 1490]
ika-title: ΥΠΑΛΛΗΛΟΙ ΔΕΝ ΠΑΙΡΝΟΥΝ ΤΑ ΕΞΟΔΑ ΚΙΝΗΣΗΣ bbox=[382, 1509, 522, 1555]
thyroroi-article bbox=[372, 1792, 533, 1952]
divider bbox=[372, 1499, 533, 1501]
photo-strikers-lamia bbox=[372, 334, 751, 687]
syndesmos-sign-role: Δημ. Σύμβουλος 'Υμηττοῦ bbox=[1243, 2211, 1343, 2221]
vomvykryl-article bbox=[765, 334, 1175, 651]
ika-article bbox=[372, 1510, 533, 1773]
syndesmos-sign-title: 'Ο Πρόεδρος bbox=[1267, 2191, 1318, 2202]
syndicate-item-title: Οἰκοδόμοι Θήβας bbox=[1230, 1244, 1356, 1262]
syndicate-item-text: 'Η Διοίκηση τοῦ 'Εργατικοῦ Κέντρου Λουτρακίου ἐπισκέφθηκε τό δήμαρχο καί συζήτησε μαζί του ζητήματα πού ἀφοροῦν τούς ἐργαζόμενους καθώς γενικότερα τῆς λουτρόπολης, ὅπως: — Νά παραχωρηθεῖ οἰκόπεδο ἀπό τό Δῆμο γιά τήν ἀνέγερση κτιρίου τοῦ 'Εργατικοῦ Κέντρου. — Νά μή λειτουργήσει τό ἐργοστάσιο τσιμέντου. — Νά μήν ἐπαναλειτουργήσει τό λατομεῖο κ. ἄ. bbox=[1203, 577, 1383, 742]
peristeri-sign-name: ΔΙ.Μ. ΦΩΛΟΠΟΥΛΟΣ bbox=[1250, 1790, 1336, 1801]
body-paragraph: Τήν πολιτική αὐτή τήν ἀντιμετώπισαν σταθερά. Τήν καταδίκασαν μέ τήν ψῆφο τους στίς βουλευτικές ἐκλογές τῆς 20ῆς Νοέμβρη. bbox=[41, 817, 342, 861]
emporoupalliloi-article bbox=[372, 729, 963, 1007]
masthead-paper: ΡΙΖΟΣΠΑΣΤΗΣ bbox=[690, 51, 811, 69]
photo-figure bbox=[635, 1148, 684, 1196]
syndicate-item bbox=[1203, 750, 1383, 964]
divider bbox=[1203, 1554, 1383, 1555]
notice-line: ΝΟΜΑΡΧΙΑ ΑΤΤΙΚΗΣ bbox=[400, 2146, 505, 2159]
intro-paragraph: Στό χρόνο πού πέρασε — μέσα ἀπό τίς κινητοποιήσεις bbox=[41, 683, 342, 712]
right-col-top-rule bbox=[1203, 93, 1383, 95]
emporoupalliloi-rodos bbox=[673, 757, 812, 998]
body-paragraph: 'Ανάλογη ἦταν ἡ στάση τῆς ΓΣΕΕ σέ μιά σειρά ἄλλα σοβαρά προβλήματα τῶν ἐργαζομένων τῆς χώρας. bbox=[41, 1318, 342, 1362]
syndicate-item-title: 'Αρτεργάτες bbox=[1248, 1373, 1338, 1390]
signoff-papastamatelos: ΣΤ. ΠΑΠΑΣΤΑΜΑΤΕΛΟΣ bbox=[1062, 1992, 1175, 2004]
vomvykryl-title-line: συνθῆκες bbox=[831, 472, 1108, 533]
divider bbox=[1203, 1810, 1383, 1811]
vomvykryl-title-line: καί καλύτερες bbox=[767, 418, 1173, 478]
peristeri-text: Μέ τήν ὑπ' ἀριθ. 111)78 πράξη τοῦ Δημοτικοῦ Συμβουλίου προτείνεται τροποποίηση τοῦ ρυμοτομικοῦ σχεδίου τῆς πόλεως στά Ο.Τ. 476, 477 καί 479. Τῆς τροποποιήσεως μποροῦν νά λάβουν γνώση οἱ ἐνδιαφερόμενοι κάθε ἡμέρα καί ὥρα, 9—12 π.μ. Οἱ θιγόμενοι μποροῦν νά ὑποβάλλουν ἐνστάσεις μέσα σέ δέκα πέντε (15) ἡμέρες ἀπό τή δημοσίευση τῆς παρούσης. 'Η παρούσα νά δημοσιευθεῖ μέ ἔξοδα τοῦ Δήμου. bbox=[1203, 1652, 1383, 1777]
rodos-subhead: Στή Ρόδο bbox=[706, 757, 779, 774]
koinotita-signoff bbox=[372, 2538, 533, 2567]
notice-line: ΚΟΙΝΟΤΗΤΑ ΕΛΛΗΝΙΚΟΥ bbox=[410, 2168, 494, 2200]
notice-line: ΕΛΛΗΝΙΚΗ ΔΗΜΟΚΡΑΤΙΑ bbox=[1231, 1563, 1355, 1574]
page-grid bbox=[26, 93, 1386, 2576]
olympiaki-article bbox=[372, 1015, 533, 1270]
vomvykryl-sub2-text: Οἱ συνθῆκες δουλιᾶς εἶναι ἀνθυγιεινές. Λείπουν ἀκόμα καί τά στοιχειώδη μέτρα προστασίας καί χρησιμοποιοῦνται πολλές τοξικές ὕλες. 'Ετσι στό τμῆμα χημικῶν τοῦ ἀναγεννᾶ ἡ βισκόζη εἰσπνέεται σχεδόν ἕνα σύνολο ἀπό δηλητηριασμένα ἀέρια, ὅπως DMF πού περιέχει κυάνιο. Στό τμῆμα ΣΠΙΝΙΝΓΚ στερεοποιεῖται ἡ βισκόζη. Συχνά εἶναι τά ἀτυχήματα στό τμῆμα ΤΕΜΑΤΕΞ. — Μυρίζει χωματίλα, μᾶς λένε οἱ ἀπεργοί. bbox=[988, 1344, 1175, 1508]
